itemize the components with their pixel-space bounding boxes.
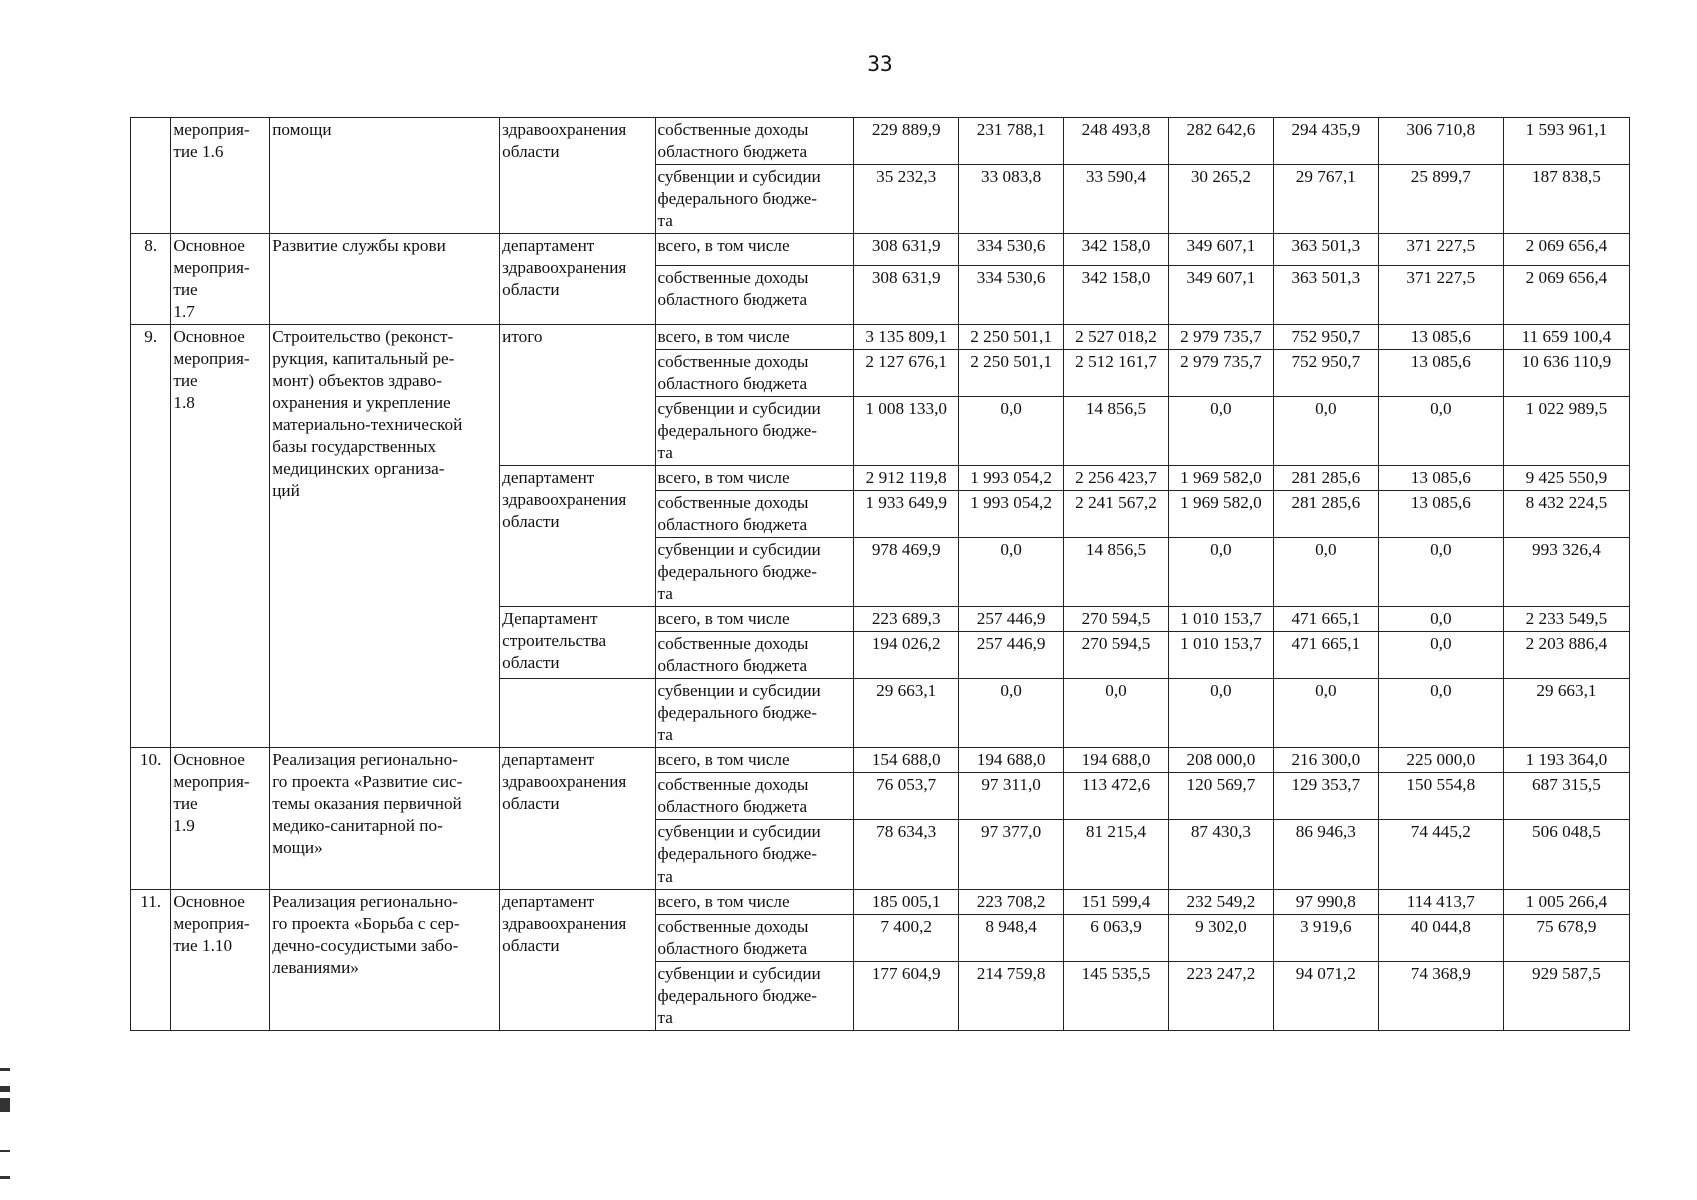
total-value: 2 233 549,5: [1503, 607, 1629, 632]
funding-source: собственные доходы областного бюджета: [655, 350, 854, 397]
year-value: 1 969 582,0: [1168, 466, 1273, 491]
year-value: 0,0: [1378, 397, 1503, 466]
year-value: 13 085,6: [1378, 466, 1503, 491]
year-value: 29 663,1: [854, 679, 959, 748]
year-value: 114 413,7: [1378, 889, 1503, 914]
funding-source: собственные доходы областного бюджета: [655, 118, 854, 165]
funding-source: субвенции и субсидии федерального бюдже- та: [655, 165, 854, 234]
year-value: 97 311,0: [959, 773, 1064, 820]
margin-scan-mark: [0, 1086, 10, 1092]
year-value: 86 946,3: [1273, 820, 1378, 889]
margin-scan-mark: [0, 1098, 10, 1112]
year-value: 334 530,6: [959, 265, 1064, 324]
funding-source: всего, в том числе: [655, 466, 854, 491]
funding-source: субвенции и субсидии федерального бюдже- та: [655, 538, 854, 607]
year-value: 40 044,8: [1378, 914, 1503, 961]
year-value: 270 594,5: [1064, 607, 1169, 632]
total-value: 10 636 110,9: [1503, 350, 1629, 397]
event-code: Основное мероприя- тие 1.10: [171, 889, 270, 1030]
year-value: 248 493,8: [1064, 118, 1169, 165]
year-value: 363 501,3: [1273, 265, 1378, 324]
total-value: 187 838,5: [1503, 165, 1629, 234]
year-value: 13 085,6: [1378, 350, 1503, 397]
year-value: 214 759,8: [959, 961, 1064, 1030]
row-index: 8.: [131, 234, 171, 325]
year-value: 752 950,7: [1273, 350, 1378, 397]
year-value: 371 227,5: [1378, 265, 1503, 324]
row-index: 9.: [131, 325, 171, 748]
year-value: 0,0: [1168, 538, 1273, 607]
year-value: 177 604,9: [854, 961, 959, 1030]
event-code: мероприя- тие 1.6: [171, 118, 270, 234]
year-value: 33 590,4: [1064, 165, 1169, 234]
year-value: 0,0: [959, 397, 1064, 466]
year-value: 14 856,5: [1064, 538, 1169, 607]
year-value: 0,0: [959, 538, 1064, 607]
year-value: 194 026,2: [854, 632, 959, 679]
total-value: 2 069 656,4: [1503, 265, 1629, 324]
funding-source: собственные доходы областного бюджета: [655, 491, 854, 538]
table-row: [131, 234, 1630, 266]
year-value: 76 053,7: [854, 773, 959, 820]
total-value: 993 326,4: [1503, 538, 1629, 607]
year-value: 1 933 649,9: [854, 491, 959, 538]
year-value: 6 063,9: [1064, 914, 1169, 961]
executor: Департамент строительства области: [500, 607, 655, 679]
page-number: 33: [867, 52, 893, 76]
table-row: [131, 748, 1630, 773]
year-value: 306 710,8: [1378, 118, 1503, 165]
year-value: 342 158,0: [1064, 265, 1169, 324]
table-row: [131, 118, 1630, 165]
funding-source: собственные доходы областного бюджета: [655, 265, 854, 324]
event-name: Развитие службы крови: [270, 234, 500, 325]
year-value: 0,0: [1168, 679, 1273, 748]
total-value: 1 005 266,4: [1503, 889, 1629, 914]
total-value: 9 425 550,9: [1503, 466, 1629, 491]
year-value: 281 285,6: [1273, 466, 1378, 491]
margin-scan-mark: [0, 1150, 10, 1152]
year-value: 257 446,9: [959, 607, 1064, 632]
budget-table: [130, 117, 1630, 1031]
event-name: Реализация регионально- го проекта «Развитие сис- темы оказания первичной медико-санитарной по- мощи»: [270, 748, 500, 889]
year-value: 978 469,9: [854, 538, 959, 607]
year-value: 308 631,9: [854, 234, 959, 266]
year-value: 113 472,6: [1064, 773, 1169, 820]
year-value: 1 993 054,2: [959, 491, 1064, 538]
event-name: Реализация регионально- го проекта «Борьба с сер- дечно-сосудистыми забо- леваниями»: [270, 889, 500, 1030]
year-value: 30 265,2: [1168, 165, 1273, 234]
funding-source: собственные доходы областного бюджета: [655, 773, 854, 820]
total-value: 1 593 961,1: [1503, 118, 1629, 165]
year-value: 81 215,4: [1064, 820, 1169, 889]
year-value: 294 435,9: [1273, 118, 1378, 165]
year-value: 232 549,2: [1168, 889, 1273, 914]
year-value: 471 665,1: [1273, 607, 1378, 632]
total-value: 1 022 989,5: [1503, 397, 1629, 466]
event-code: Основное мероприя- тие 1.7: [171, 234, 270, 325]
year-value: 0,0: [1378, 538, 1503, 607]
total-value: 29 663,1: [1503, 679, 1629, 748]
executor: итого: [500, 325, 655, 466]
year-value: 154 688,0: [854, 748, 959, 773]
year-value: 342 158,0: [1064, 234, 1169, 266]
year-value: 7 400,2: [854, 914, 959, 961]
year-value: 0,0: [959, 679, 1064, 748]
year-value: 471 665,1: [1273, 632, 1378, 679]
total-value: 2 203 886,4: [1503, 632, 1629, 679]
year-value: 13 085,6: [1378, 491, 1503, 538]
year-value: 281 285,6: [1273, 491, 1378, 538]
year-value: 0,0: [1273, 538, 1378, 607]
year-value: 349 607,1: [1168, 234, 1273, 266]
table-row: [131, 889, 1630, 914]
funding-source: всего, в том числе: [655, 325, 854, 350]
funding-source: всего, в том числе: [655, 748, 854, 773]
year-value: 1 993 054,2: [959, 466, 1064, 491]
year-value: 129 353,7: [1273, 773, 1378, 820]
event-code: Основное мероприя- тие 1.9: [171, 748, 270, 889]
year-value: 2 979 735,7: [1168, 350, 1273, 397]
year-value: 225 000,0: [1378, 748, 1503, 773]
year-value: 151 599,4: [1064, 889, 1169, 914]
year-value: 29 767,1: [1273, 165, 1378, 234]
year-value: 25 899,7: [1378, 165, 1503, 234]
year-value: 0,0: [1378, 632, 1503, 679]
funding-source: всего, в том числе: [655, 889, 854, 914]
year-value: 2 250 501,1: [959, 325, 1064, 350]
year-value: 223 708,2: [959, 889, 1064, 914]
total-value: 2 069 656,4: [1503, 234, 1629, 266]
funding-source: собственные доходы областного бюджета: [655, 914, 854, 961]
event-code: Основное мероприя- тие 1.8: [171, 325, 270, 748]
margin-scan-mark: [0, 1068, 10, 1071]
year-value: 2 912 119,8: [854, 466, 959, 491]
executor: здравоохранения области: [500, 118, 655, 234]
year-value: 270 594,5: [1064, 632, 1169, 679]
year-value: 363 501,3: [1273, 234, 1378, 266]
executor: департамент здравоохранения области: [500, 234, 655, 325]
margin-scan-mark: [0, 1176, 10, 1179]
event-name: Строительство (реконст- рукция, капитальный ре- монт) объектов здраво- охранения и укрепление материально-технической базы государственных медицинских организа- ций: [270, 325, 500, 748]
funding-source: всего, в том числе: [655, 234, 854, 266]
year-value: 1 969 582,0: [1168, 491, 1273, 538]
year-value: 194 688,0: [1064, 748, 1169, 773]
total-value: 8 432 224,5: [1503, 491, 1629, 538]
year-value: 1 010 153,7: [1168, 607, 1273, 632]
year-value: 74 445,2: [1378, 820, 1503, 889]
funding-source: субвенции и субсидии федерального бюдже- та: [655, 679, 854, 748]
funding-source: всего, в том числе: [655, 607, 854, 632]
year-value: 282 642,6: [1168, 118, 1273, 165]
year-value: 0,0: [1273, 397, 1378, 466]
year-value: 0,0: [1378, 679, 1503, 748]
table-row: [131, 325, 1630, 350]
year-value: 349 607,1: [1168, 265, 1273, 324]
year-value: 194 688,0: [959, 748, 1064, 773]
total-value: 75 678,9: [1503, 914, 1629, 961]
year-value: 2 527 018,2: [1064, 325, 1169, 350]
year-value: 0,0: [1064, 679, 1169, 748]
year-value: 14 856,5: [1064, 397, 1169, 466]
funding-source: субвенции и субсидии федерального бюдже- та: [655, 961, 854, 1030]
year-value: 223 689,3: [854, 607, 959, 632]
year-value: 3 919,6: [1273, 914, 1378, 961]
year-value: 78 634,3: [854, 820, 959, 889]
year-value: 371 227,5: [1378, 234, 1503, 266]
executor: [500, 679, 655, 748]
funding-source: субвенции и субсидии федерального бюдже- та: [655, 397, 854, 466]
year-value: 308 631,9: [854, 265, 959, 324]
row-index: 10.: [131, 748, 171, 889]
year-value: 185 005,1: [854, 889, 959, 914]
year-value: 2 256 423,7: [1064, 466, 1169, 491]
executor: департамент здравоохранения области: [500, 748, 655, 889]
year-value: 8 948,4: [959, 914, 1064, 961]
year-value: 74 368,9: [1378, 961, 1503, 1030]
year-value: 2 250 501,1: [959, 350, 1064, 397]
year-value: 0,0: [1168, 397, 1273, 466]
year-value: 334 530,6: [959, 234, 1064, 266]
total-value: 11 659 100,4: [1503, 325, 1629, 350]
year-value: 223 247,2: [1168, 961, 1273, 1030]
year-value: 33 083,8: [959, 165, 1064, 234]
executor: департамент здравоохранения области: [500, 466, 655, 607]
total-value: 687 315,5: [1503, 773, 1629, 820]
year-value: 150 554,8: [1378, 773, 1503, 820]
year-value: 1 010 153,7: [1168, 632, 1273, 679]
year-value: 231 788,1: [959, 118, 1064, 165]
total-value: 929 587,5: [1503, 961, 1629, 1030]
year-value: 216 300,0: [1273, 748, 1378, 773]
funding-source: субвенции и субсидии федерального бюдже- та: [655, 820, 854, 889]
funding-source: собственные доходы областного бюджета: [655, 632, 854, 679]
year-value: 3 135 809,1: [854, 325, 959, 350]
year-value: 97 990,8: [1273, 889, 1378, 914]
year-value: 97 377,0: [959, 820, 1064, 889]
year-value: 94 071,2: [1273, 961, 1378, 1030]
year-value: 2 127 676,1: [854, 350, 959, 397]
total-value: 506 048,5: [1503, 820, 1629, 889]
year-value: 13 085,6: [1378, 325, 1503, 350]
year-value: 1 008 133,0: [854, 397, 959, 466]
event-name: помощи: [270, 118, 500, 234]
year-value: 2 241 567,2: [1064, 491, 1169, 538]
row-index: [131, 118, 171, 234]
year-value: 0,0: [1378, 607, 1503, 632]
year-value: 257 446,9: [959, 632, 1064, 679]
year-value: 2 512 161,7: [1064, 350, 1169, 397]
year-value: 145 535,5: [1064, 961, 1169, 1030]
year-value: 120 569,7: [1168, 773, 1273, 820]
year-value: 87 430,3: [1168, 820, 1273, 889]
year-value: 2 979 735,7: [1168, 325, 1273, 350]
executor: департамент здравоохранения области: [500, 889, 655, 1030]
year-value: 9 302,0: [1168, 914, 1273, 961]
year-value: 752 950,7: [1273, 325, 1378, 350]
year-value: 0,0: [1273, 679, 1378, 748]
year-value: 229 889,9: [854, 118, 959, 165]
row-index: 11.: [131, 889, 171, 1030]
total-value: 1 193 364,0: [1503, 748, 1629, 773]
year-value: 35 232,3: [854, 165, 959, 234]
year-value: 208 000,0: [1168, 748, 1273, 773]
